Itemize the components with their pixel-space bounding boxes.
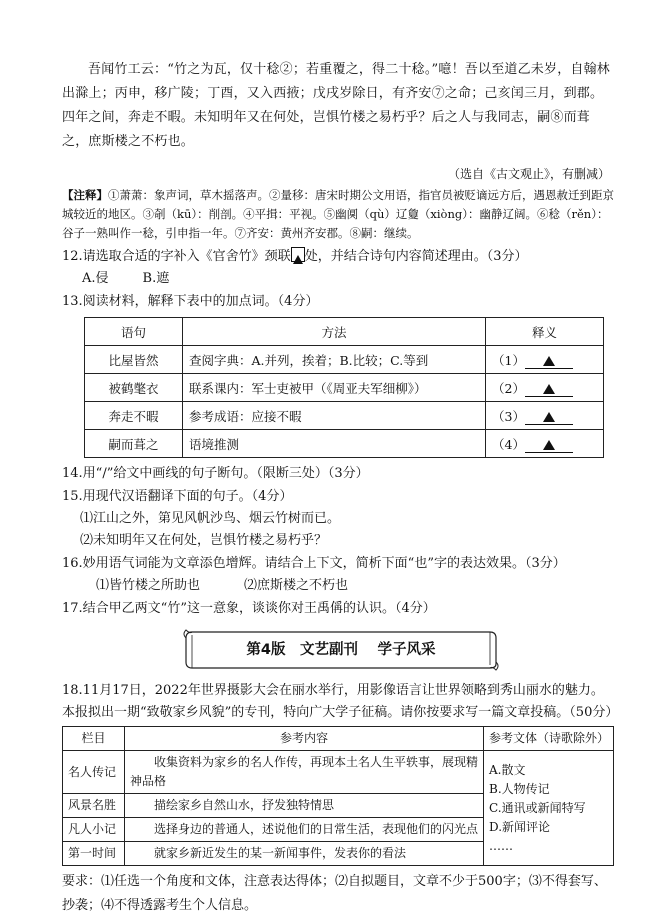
q13-table <box>84 317 604 458</box>
q13-phrase: 比屋皆然 <box>85 346 183 374</box>
question-14: 14.用“/”给文中画线的句子断句。（限断三处）（3分） <box>62 466 369 481</box>
question-15: 15.用现代汉语翻译下面的句子。（4分） <box>62 489 293 504</box>
table-row <box>85 402 604 430</box>
q13-answer-num: （1） <box>492 352 525 368</box>
table-row <box>85 346 604 374</box>
q13-answer-num: （3） <box>492 408 525 424</box>
q13-method: 查阅字典：A.并列，挨着；B.比较；C.等到 <box>183 346 486 374</box>
q18-table <box>62 726 614 866</box>
question-18: 18.11月17日，2022年世界摄影大会在丽水举行，用影像语言让世界领略到秀山丽水的魅力。本报拟出一期“致敬家乡风貌”的专刊，特向广大学子征稿。请你按要求写一篇文章投稿。（50分） <box>62 683 619 720</box>
section-banner <box>182 628 500 672</box>
q13-header-method: 方法 <box>183 318 486 346</box>
q15-item-1: ⑴江山之外，第见风帆沙鸟、烟云竹树而已。 <box>80 511 341 526</box>
q13-phrase: 被鹤氅衣 <box>85 374 183 402</box>
q18-header-content: 参考内容 <box>125 727 484 751</box>
q13-method: 参考成语：应接不暇 <box>183 402 486 430</box>
q13-method: 语境推测 <box>183 430 486 458</box>
answer-blank <box>525 381 573 397</box>
question-17: 17.结合甲乙两文“竹”这一意象，谈谈你对王禹偁的认识。（4分） <box>62 601 436 616</box>
question-16: 16.妙用语气词能为文章添色增辉。请结合上下文，简析下面“也”字的表达效果。（3分） <box>62 556 566 571</box>
passage-notes <box>62 186 614 243</box>
q13-phrase: 奔走不暇 <box>85 402 183 430</box>
question-12 <box>62 245 614 268</box>
q13-header-phrase: 语句 <box>85 318 183 346</box>
q18-style-item: B.人物传记 <box>489 781 550 796</box>
q18-style-item: D.新闻评论 <box>489 819 551 834</box>
q15-item-2: ⑵未知明年又在何处，岂惧竹楼之易朽乎？ <box>80 533 328 548</box>
table-row <box>85 430 604 458</box>
banner-title: 第4版 文艺副刊 学子风采 <box>246 642 436 658</box>
triangle-icon <box>543 412 555 422</box>
q12-options <box>62 268 614 290</box>
q18-header-column: 栏目 <box>63 727 125 751</box>
table-row <box>85 374 604 402</box>
q13-answer-num: （4） <box>492 436 525 452</box>
q18-column-name: 风景名胜 <box>63 794 125 818</box>
answer-blank <box>525 409 573 425</box>
answer-blank <box>525 353 573 369</box>
q12-text-pre: 12.请选取合适的字补入《官舍竹》颈联 <box>62 249 291 264</box>
answer-box-icon <box>291 247 305 262</box>
q13-header-row <box>85 318 604 346</box>
q13-answer <box>486 430 604 458</box>
q13-answer-num: （2） <box>492 380 525 396</box>
question-13: 13.阅读材料，解释下表中的加点词。（4分） <box>62 294 319 309</box>
q18-column-name: 名人传记 <box>63 751 125 794</box>
q18-column-name: 凡人小记 <box>63 818 125 842</box>
q18-requirements: 要求：⑴任选一个角度和文体，注意表达得体；⑵自拟题目，文章不少于500字；⑶不得套写、抄袭；⑷不得透露考生个人信息。 <box>62 874 607 913</box>
q13-header-meaning: 释义 <box>486 318 604 346</box>
q13-answer <box>486 374 604 402</box>
q18-styles <box>484 751 614 866</box>
q18-content: 就家乡新近发生的某一新闻事件，发表你的看法 <box>125 842 484 866</box>
triangle-icon <box>543 384 555 394</box>
q13-phrase: 嗣而葺之 <box>85 430 183 458</box>
notes-text: ①萧萧：象声词，草木摇落声。②量移：唐宋时期公文用语，指官员被贬谪远方后，遇恩赦迁到距京城较近的地区。③剞（kū）：削剖。④平揖：平视。⑤幽阒（qù）辽敻（xiòng）：幽静辽阔。⑥稔（rěn）：谷子一熟叫作一稔，引申指一年。⑦齐安：黄州齐安郡。⑧嗣：继续。 <box>62 188 614 240</box>
q12-text-post: 处，并结合诗句内容简述理由。（3分） <box>304 249 528 264</box>
q13-method: 联系课内：军士吏被甲（《周亚夫军细柳》） <box>183 374 486 402</box>
q12-option-b: B.遮 <box>142 271 170 286</box>
q18-style-item: C.通讯或新闻特写 <box>489 800 586 815</box>
q18-header-style: 参考文体（诗歌除外） <box>484 727 614 751</box>
q13-answer <box>486 346 604 374</box>
triangle-icon <box>543 440 555 450</box>
q18-style-item: A.散文 <box>489 762 526 777</box>
q16-item-2: ⑵庶斯楼之不朽也 <box>244 578 349 593</box>
answer-blank <box>525 437 573 453</box>
q18-column-name: 第一时间 <box>63 842 125 866</box>
triangle-icon <box>543 356 555 366</box>
passage-paragraph: 吾闻竹工云：“竹之为瓦，仅十稔②；若重覆之，得二十稔。”噫！吾以至道乙未岁，自翰林出滁上；丙申，移广陵；丁酉，又入西掖；戊戌岁除日，有齐安⑦之命；己亥闰三月，到郡。四年之间，奔走不暇。未知明年又在何处，岂惧竹楼之易朽乎？后之人与我同志，嗣⑧而葺之，庶斯楼之不朽也。 <box>62 62 610 149</box>
q12-option-a: A.侵 <box>82 271 109 286</box>
q18-content: 选择身边的普通人，述说他们的日常生活，表现他们的闪光点 <box>125 818 484 842</box>
q16-item-1: ⑴皆竹楼之所助也 <box>96 578 201 593</box>
q13-answer <box>486 402 604 430</box>
q18-style-item: …… <box>489 838 513 853</box>
q18-header-row <box>63 727 614 751</box>
notes-label: 【注释】 <box>62 188 108 202</box>
q16-items <box>62 575 614 597</box>
q18-content: 描绘家乡自然山水，抒发独特情思 <box>125 794 484 818</box>
table-row <box>63 751 614 794</box>
triangle-icon <box>293 255 303 264</box>
passage-source: （选自《古文观止》，有删减） <box>447 167 610 181</box>
q18-content: 收集资料为家乡的名人作传，再现本土名人生平轶事，展现精神品格 <box>125 751 484 794</box>
